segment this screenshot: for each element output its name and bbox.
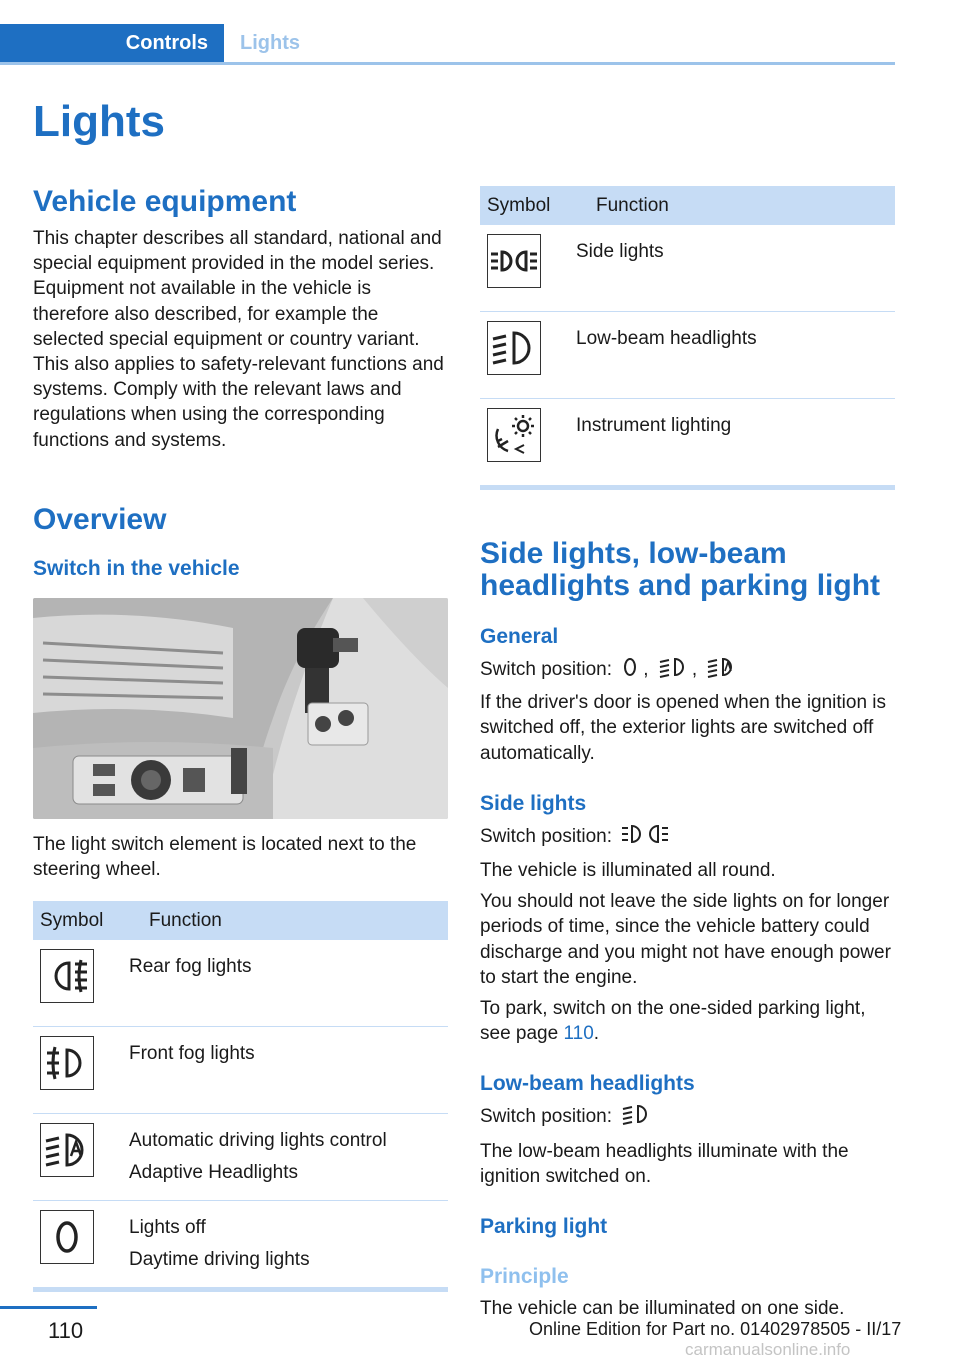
side-lights-icon xyxy=(487,234,541,288)
instrument-lighting-icon xyxy=(487,408,541,462)
rear-fog-lights-icon xyxy=(40,949,94,1003)
vehicle-equipment-heading: Vehicle equipment xyxy=(33,185,297,218)
function-label: Instrument lighting xyxy=(576,415,732,436)
light-switch-photo xyxy=(33,598,448,819)
period: . xyxy=(593,1023,600,1045)
page-reference-link[interactable]: 110 xyxy=(563,1023,594,1045)
parking-light-heading: Parking light xyxy=(480,1215,608,1239)
page-title: Lights xyxy=(33,97,165,146)
side-lights-p3 xyxy=(480,996,895,1046)
lights-off-icon xyxy=(621,656,639,685)
separator: , xyxy=(643,659,649,680)
low-beam-heading: Low-beam headlights xyxy=(480,1072,695,1096)
general-body: If the driver's door is opened when the ignition is switched off, the exterior lights are switched off automatically. xyxy=(480,692,887,764)
general-heading: General xyxy=(480,625,559,648)
tab-lights[interactable]: Lights xyxy=(240,32,300,54)
function-label: Automatic driving lights control xyxy=(129,1130,387,1152)
tab-controls[interactable]: Controls xyxy=(0,24,224,62)
symbol-header: Symbol xyxy=(480,186,572,225)
function-label: Rear fog lights xyxy=(129,956,252,978)
function-label: Low-beam headlights xyxy=(576,328,757,349)
function-label: Lights off xyxy=(129,1217,206,1239)
symbol-table-right xyxy=(480,186,895,490)
function-label: Daytime driving lights xyxy=(129,1249,310,1271)
right-column xyxy=(480,186,895,1321)
switch-caption: The light switch element is located next to the steering wheel. xyxy=(33,833,417,881)
general-switch-position xyxy=(480,656,895,685)
footer-rule xyxy=(0,1306,97,1309)
table-row xyxy=(33,1027,448,1114)
function-header: Function xyxy=(125,901,448,940)
low-beam-headlights-icon xyxy=(621,1103,651,1132)
watermark: carmanualsonline.info xyxy=(685,1340,851,1359)
function-label: Adaptive Headlights xyxy=(129,1162,298,1184)
side-lights-section-heading: Side lights, low-beam headlights and parking light xyxy=(480,537,881,602)
switch-in-vehicle-heading: Switch in the vehicle xyxy=(33,556,240,580)
automatic-driving-lights-icon xyxy=(40,1123,94,1177)
switch-position-label: Switch position: xyxy=(480,1106,613,1128)
overview-heading: Overview xyxy=(33,502,167,536)
edition-label: Online Edition for Part no. 01402978505 - II/17 xyxy=(529,1319,902,1339)
separator: , xyxy=(691,659,698,680)
table-row xyxy=(480,399,895,488)
table-row xyxy=(480,312,895,399)
automatic-driving-lights-icon xyxy=(706,656,736,685)
table-row xyxy=(480,225,895,312)
parking-light-body: The vehicle can be illuminated on one side. xyxy=(480,1298,845,1320)
front-fog-lights-icon xyxy=(40,1036,94,1090)
side-lights-p1: The vehicle is illuminated all round. xyxy=(480,860,776,882)
switch-position-label: Switch position: xyxy=(480,659,613,680)
principle-heading: Principle xyxy=(480,1265,569,1289)
function-label: Front fog lights xyxy=(129,1043,255,1065)
header-tabbar xyxy=(0,24,895,65)
low-beam-headlights-icon xyxy=(658,656,688,685)
low-beam-body: The low-beam headlights illuminate with the ignition switched on. xyxy=(480,1140,849,1187)
side-lights-p2: You should not leave the side lights on for longer periods of time, since the vehicle battery could discharge and you might not have enough power to start the engine. xyxy=(480,891,891,988)
low-beam-switch-position xyxy=(480,1103,895,1132)
low-beam-headlights-icon xyxy=(487,321,541,375)
switch-position-label: Switch position: xyxy=(480,825,613,847)
function-header: Function xyxy=(572,186,895,225)
vehicle-equipment-body: This chapter describes all standard, national and special equipment provided in the model series. Equipment not available in the vehicle is therefore also described, for example the selected special equipment or country variant. This also applies to safety-relevant functions and systems. Comply with the relevant laws and regulations when using the corresponding functions and systems. xyxy=(33,228,444,451)
side-lights-switch-position xyxy=(480,823,895,852)
lights-off-icon xyxy=(40,1210,94,1264)
side-lights-p3-text: To park, switch on the one-sided parking light, see page xyxy=(480,998,866,1045)
symbol-table-left xyxy=(33,901,448,1292)
page-number: 110 xyxy=(48,1318,84,1343)
symbol-header: Symbol xyxy=(33,901,125,940)
left-column xyxy=(33,184,448,1292)
side-lights-heading: Side lights xyxy=(480,791,587,815)
side-lights-icon xyxy=(621,823,669,852)
table-row xyxy=(33,940,448,1027)
table-row xyxy=(33,1201,448,1290)
function-label: Side lights xyxy=(576,241,664,262)
table-row xyxy=(33,1114,448,1201)
